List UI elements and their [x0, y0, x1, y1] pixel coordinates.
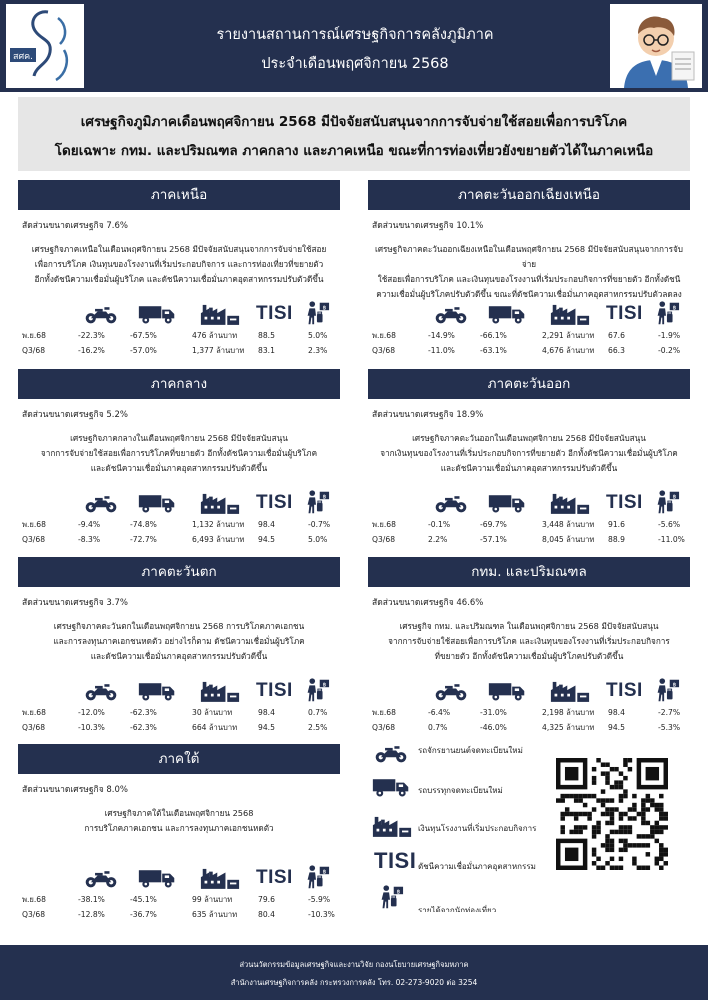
- summary-line: เศรษฐกิจภาคเหนือในเดือนพฤศจิกายน 2568 มีปัจจัยสนับสนุนจากการจับจ่ายใช้สอย: [31, 244, 327, 254]
- motorcycle-icon: [374, 742, 408, 764]
- indicator-value: 99 ล้านบาท: [192, 895, 233, 904]
- indicator-row: [368, 720, 690, 735]
- indicator-value: 2.3%: [308, 346, 328, 355]
- indicator-value: 88.9: [608, 535, 625, 544]
- region-summary: [18, 619, 340, 673]
- factory-icon: [200, 866, 240, 890]
- tourist-icon: [652, 300, 680, 326]
- summary-line: ใช้สอยเพื่อการบริโภค และเงินทุนของโรงงานที่เริ่มประกอบกิจการที่ขยายตัว อีกทั้งดัชนี: [377, 274, 681, 284]
- report-period: ประจำเดือนพฤศจิกายน 2568: [261, 56, 449, 72]
- indicator-row: [18, 343, 340, 358]
- tourist-icon: [652, 677, 680, 703]
- indicator-value: -69.7%: [480, 520, 507, 529]
- headline-line1: เศรษฐกิจภูมิภาคเดือนพฤศจิกายน 2568 มีปัจจัยสนับสนุนจากการจับจ่ายใช้สอยเพื่อการบริโภค: [80, 114, 628, 130]
- headline-line2: โดยเฉพาะ กทม. และปริมณฑล ภาคกลาง และภาคเหนือ ขณะที่การท่องเที่ยวยังขยายตัวได้ในภาคเหนือ: [54, 143, 654, 159]
- tisi-icon: TISI: [256, 492, 293, 513]
- indicator-value: -66.1%: [480, 331, 507, 340]
- indicator-value: -2.7%: [658, 708, 681, 717]
- indicator-value: -63.1%: [480, 346, 507, 355]
- region-summary: [368, 242, 690, 299]
- indicator-value: 98.4: [258, 520, 275, 529]
- indicator-value: -11.0%: [428, 346, 455, 355]
- headline-box: [18, 97, 690, 171]
- report-footer: [0, 945, 708, 1000]
- factory-icon: [372, 814, 412, 838]
- indicator-row: [18, 720, 340, 735]
- indicator-value: 2,291 ล้านบาท: [542, 331, 595, 340]
- factory-icon: [200, 679, 240, 703]
- economy-share: สัดส่วนขนาดเศรษฐกิจ 10.1%: [372, 221, 484, 231]
- indicator-value: -67.5%: [130, 331, 157, 340]
- legend-item-tisi: [368, 848, 568, 888]
- summary-line: เศรษฐกิจภาคตะวันออกเฉียงเหนือในเดือนพฤศจิกายน 2568 มีปัจจัยสนับสนุนจากการจับจ่าย: [375, 244, 683, 269]
- legend-label: รถบรรทุกจดทะเบียนใหม่: [418, 786, 503, 795]
- tourist-icon: [302, 864, 330, 890]
- indicator-icons: [368, 302, 690, 328]
- indicator-value: 66.3: [608, 346, 625, 355]
- summary-line: และดัชนีความเชื่อมั่นภาคอุตสาหกรรมปรับตัวดีขึ้น: [440, 463, 618, 473]
- indicator-row: [368, 517, 690, 532]
- region-panel-south: [18, 744, 340, 922]
- region-panel-bangkok: [368, 557, 690, 735]
- footer-department: ส่วนนวัตกรรมข้อมูลเศรษฐกิจและงานวิจัย กองนโยบายเศรษฐกิจมหภาค: [239, 960, 469, 969]
- legend-item-factory: [368, 812, 568, 852]
- report-title: รายงานสถานการณ์เศรษฐกิจการคลังภูมิภาค: [216, 27, 494, 43]
- motorcycle-icon: [84, 866, 118, 890]
- summary-line: จากการจับจ่ายใช้สอยเพื่อการบริโภค และเงินทุนของโรงงานที่เริ่มประกอบกิจการ: [388, 636, 670, 646]
- motorcycle-icon: [434, 302, 468, 326]
- indicator-value: 5.0%: [308, 331, 328, 340]
- indicator-value: -5.9%: [308, 895, 331, 904]
- region-title: ภาคตะวันตก: [18, 557, 340, 587]
- summary-line: เศรษฐกิจ กทม. และปริมณฑล ในเดือนพฤศจิกายน 2568 มีปัจจัยสนับสนุน: [399, 621, 659, 631]
- indicator-row: [18, 517, 340, 532]
- summary-line: และดัชนีความเชื่อมั่นภาคอุตสาหกรรมปรับตัวดีขึ้น: [90, 463, 268, 473]
- indicator-value: -5.6%: [658, 520, 681, 529]
- indicator-value: 94.5: [608, 723, 625, 732]
- region-title: กทม. และปริมณฑล: [368, 557, 690, 587]
- summary-line: ที่ขยายตัว อีกทั้งดัชนีความเชื่อมั่นผู้บริโภคปรับตัวดีขึ้น: [434, 651, 624, 661]
- indicator-value: -22.3%: [78, 331, 105, 340]
- indicator-value: 67.6: [608, 331, 625, 340]
- economy-share: สัดส่วนขนาดเศรษฐกิจ 5.2%: [22, 410, 128, 420]
- indicator-value: 2,198 ล้านบาท: [542, 708, 595, 717]
- summary-line: จากการจับจ่ายใช้สอยเพื่อการบริโภคที่ขยายตัว อีกทั้งดัชนีความเชื่อมั่นผู้บริโภค: [40, 448, 318, 458]
- indicator-value: -74.8%: [130, 520, 157, 529]
- summary-line: เศรษฐกิจภาคใต้ในเดือนพฤศจิกายน 2568: [104, 808, 254, 818]
- summary-line: การบริโภคภาคเอกชน และการลงทุนภาคเอกชนหดตัว: [84, 823, 274, 833]
- indicator-icons: [18, 302, 340, 328]
- indicator-row: [18, 532, 340, 547]
- legend-item-truck: [368, 772, 568, 812]
- legend-item-tourist: [368, 884, 568, 912]
- period-label: Q3/68: [372, 723, 396, 732]
- summary-line: เศรษฐกิจภาคตะวันออกในเดือนพฤศจิกายน 2568 มีปัจจัยสนับสนุน: [412, 433, 646, 443]
- economist-avatar-icon: [610, 4, 702, 88]
- truck-icon: [488, 302, 526, 326]
- summary-line: เพื่อการบริโภค เงินทุนของโรงงานที่เริ่มประกอบกิจการ และการท่องเที่ยวที่ขยายตัว: [34, 259, 324, 269]
- region-title: ภาคเหนือ: [18, 180, 340, 210]
- indicator-icons: [368, 491, 690, 517]
- indicator-value: -57.0%: [130, 346, 157, 355]
- tisi-icon: TISI: [606, 492, 643, 513]
- region-title: ภาคกลาง: [18, 369, 340, 399]
- indicator-icons: [18, 679, 340, 705]
- indicator-value: 5.0%: [308, 535, 328, 544]
- tourist-icon: [652, 489, 680, 515]
- indicator-row: [18, 705, 340, 720]
- economy-share: สัดส่วนขนาดเศรษฐกิจ 3.7%: [22, 598, 128, 608]
- motorcycle-icon: [84, 679, 118, 703]
- indicator-value: 94.5: [258, 535, 275, 544]
- indicator-value: 30 ล้านบาท: [192, 708, 233, 717]
- indicator-value: 1,132 ล้านบาท: [192, 520, 245, 529]
- economy-share: สัดส่วนขนาดเศรษฐกิจ 46.6%: [372, 598, 484, 608]
- indicator-value: -0.2%: [658, 346, 681, 355]
- period-label: Q3/68: [372, 346, 396, 355]
- legend-label: ดัชนีความเชื่อมั่นภาคอุตสาหกรรม: [418, 862, 536, 871]
- factory-icon: [550, 679, 590, 703]
- indicator-value: 98.4: [258, 708, 275, 717]
- indicator-value: -1.9%: [658, 331, 681, 340]
- logo-text: สศค.: [12, 52, 34, 62]
- period-label: พ.ย.68: [22, 331, 46, 340]
- indicator-row: [18, 328, 340, 343]
- indicator-value: -57.1%: [480, 535, 507, 544]
- region-summary: [368, 619, 690, 673]
- motorcycle-icon: [434, 491, 468, 515]
- tourist-icon: [302, 677, 330, 703]
- period-label: Q3/68: [22, 910, 46, 919]
- region-summary: [368, 431, 690, 485]
- period-label: พ.ย.68: [22, 895, 46, 904]
- indicator-value: -11.0%: [658, 535, 685, 544]
- truck-icon: [138, 866, 176, 890]
- indicator-value: 3,448 ล้านบาท: [542, 520, 595, 529]
- region-summary: [18, 431, 340, 485]
- period-label: พ.ย.68: [372, 331, 396, 340]
- summary-line: เศรษฐกิจภาคตะวันตกในเดือนพฤศจิกายน 2568 การบริโภคภาคเอกชน: [53, 621, 305, 631]
- footer-contact: สำนักงานเศรษฐกิจการคลัง กระทรวงการคลัง โทร. 02-273-9020 ต่อ 3254: [230, 978, 478, 987]
- period-label: Q3/68: [22, 346, 46, 355]
- report-header: [0, 0, 708, 92]
- legend-label: รายได้จากนักท่องเที่ยว: [418, 906, 497, 912]
- indicator-value: -10.3%: [308, 910, 335, 919]
- economy-share: สัดส่วนขนาดเศรษฐกิจ 8.0%: [22, 785, 128, 795]
- indicator-value: -6.4%: [428, 708, 451, 717]
- indicator-value: 0.7%: [308, 708, 328, 717]
- economy-share: สัดส่วนขนาดเศรษฐกิจ 7.6%: [22, 221, 128, 231]
- truck-icon: [138, 491, 176, 515]
- indicator-value: 8,045 ล้านบาท: [542, 535, 595, 544]
- truck-icon: [488, 679, 526, 703]
- indicator-value: 0.7%: [428, 723, 448, 732]
- summary-line: และการลงทุนภาคเอกชนหดตัว อย่างไรก็ตาม ดัชนีความเชื่อมั่นผู้บริโภค: [53, 636, 305, 646]
- motorcycle-icon: [84, 302, 118, 326]
- indicator-value: 4,325 ล้านบาท: [542, 723, 595, 732]
- indicator-value: -46.0%: [480, 723, 507, 732]
- indicator-value: -0.7%: [308, 520, 331, 529]
- indicator-row: [368, 343, 690, 358]
- indicator-value: 1,377 ล้านบาท: [192, 346, 245, 355]
- region-panel-central: [18, 369, 340, 547]
- tisi-icon: TISI: [606, 303, 643, 324]
- indicator-value: 91.6: [608, 520, 625, 529]
- indicator-icons: [18, 491, 340, 517]
- region-title: ภาคใต้: [18, 744, 340, 774]
- indicator-value: 2.5%: [308, 723, 328, 732]
- period-label: Q3/68: [22, 723, 46, 732]
- indicator-value: 476 ล้านบาท: [192, 331, 238, 340]
- indicator-value: -8.3%: [78, 535, 101, 544]
- motorcycle-icon: [434, 679, 468, 703]
- indicator-value: 83.1: [258, 346, 275, 355]
- period-label: Q3/68: [22, 535, 46, 544]
- region-title: ภาคตะวันออก: [368, 369, 690, 399]
- summary-line: อีกทั้งดัชนีความเชื่อมั่นผู้บริโภค และดัชนีความเชื่อมั่นภาคอุตสาหกรรมปรับตัวดีขึ้น: [34, 274, 324, 284]
- region-panel-west: [18, 557, 340, 735]
- economy-share: สัดส่วนขนาดเศรษฐกิจ 18.9%: [372, 410, 484, 420]
- tisi-icon: TISI: [256, 680, 293, 701]
- indicator-row: [18, 907, 340, 922]
- tisi-icon: TISI: [606, 680, 643, 701]
- tourist-icon: [302, 300, 330, 326]
- truck-icon: [488, 491, 526, 515]
- indicator-value: -62.3%: [130, 723, 157, 732]
- period-label: Q3/68: [372, 535, 396, 544]
- indicator-value: -31.0%: [480, 708, 507, 717]
- indicator-value: -12.8%: [78, 910, 105, 919]
- region-panel-north: [18, 180, 340, 358]
- indicator-value: -72.7%: [130, 535, 157, 544]
- indicator-value: 664 ล้านบาท: [192, 723, 238, 732]
- indicator-row: [18, 892, 340, 907]
- tisi-icon: TISI: [374, 848, 417, 873]
- region-panel-east: [368, 369, 690, 547]
- period-label: พ.ย.68: [22, 708, 46, 717]
- period-label: พ.ย.68: [372, 708, 396, 717]
- indicator-value: 98.4: [608, 708, 625, 717]
- factory-icon: [550, 302, 590, 326]
- legend-label: รถจักรยานยนต์จดทะเบียนใหม่: [418, 746, 523, 755]
- indicator-value: -12.0%: [78, 708, 105, 717]
- indicator-value: -14.9%: [428, 331, 455, 340]
- summary-line: และดัชนีความเชื่อมั่นภาคอุตสาหกรรมปรับตัวดีขึ้น: [90, 651, 268, 661]
- summary-line: ความเชื่อมั่นผู้บริโภคปรับตัวดีขึ้น ขณะที่ดัชนีความเชื่อมั่นภาคอุตสาหกรรมปรับตัวลดลง: [376, 289, 682, 299]
- indicator-value: -45.1%: [130, 895, 157, 904]
- indicator-row: [368, 532, 690, 547]
- indicator-value: 2.2%: [428, 535, 448, 544]
- indicator-value: 94.5: [258, 723, 275, 732]
- summary-line: เศรษฐกิจภาคกลางในเดือนพฤศจิกายน 2568 มีปัจจัยสนับสนุน: [70, 433, 288, 443]
- period-label: พ.ย.68: [22, 520, 46, 529]
- indicator-value: -16.2%: [78, 346, 105, 355]
- indicator-value: -62.3%: [130, 708, 157, 717]
- indicator-icons: [18, 866, 340, 892]
- indicator-value: -10.3%: [78, 723, 105, 732]
- qr-code[interactable]: [556, 758, 668, 870]
- motorcycle-icon: [84, 491, 118, 515]
- region-summary: [18, 242, 340, 296]
- indicator-value: 4,676 ล้านบาท: [542, 346, 595, 355]
- indicator-value: -9.4%: [78, 520, 101, 529]
- indicator-value: -38.1%: [78, 895, 105, 904]
- period-label: พ.ย.68: [372, 520, 396, 529]
- tisi-icon: TISI: [256, 303, 293, 324]
- truck-icon: [138, 679, 176, 703]
- indicator-value: -5.3%: [658, 723, 681, 732]
- indicator-value: 6,493 ล้านบาท: [192, 535, 245, 544]
- fpo-logo: [6, 4, 84, 88]
- indicator-value: 80.4: [258, 910, 275, 919]
- truck-icon: [138, 302, 176, 326]
- factory-icon: [550, 491, 590, 515]
- factory-icon: [200, 302, 240, 326]
- indicator-value: 79.6: [258, 895, 275, 904]
- region-panel-northeast: [368, 180, 690, 358]
- tourist-icon: [376, 884, 404, 910]
- indicator-value: -0.1%: [428, 520, 451, 529]
- tourist-icon: [302, 489, 330, 515]
- region-summary: [18, 806, 340, 860]
- region-title: ภาคตะวันออกเฉียงเหนือ: [368, 180, 690, 210]
- tisi-icon: TISI: [256, 867, 293, 888]
- summary-line: จากเงินทุนของโรงงานที่เริ่มประกอบกิจการที่ขยายตัว อีกทั้งดัชนีความเชื่อมั่นผู้บริโภค: [380, 448, 678, 458]
- truck-icon: [372, 776, 410, 798]
- indicator-value: -36.7%: [130, 910, 157, 919]
- indicator-value: 635 ล้านบาท: [192, 910, 238, 919]
- indicator-icons: [368, 679, 690, 705]
- indicator-value: 88.5: [258, 331, 275, 340]
- indicator-row: [368, 328, 690, 343]
- indicator-row: [368, 705, 690, 720]
- legend-label: เงินทุนโรงงานที่เริ่มประกอบกิจการ: [418, 824, 537, 833]
- factory-icon: [200, 491, 240, 515]
